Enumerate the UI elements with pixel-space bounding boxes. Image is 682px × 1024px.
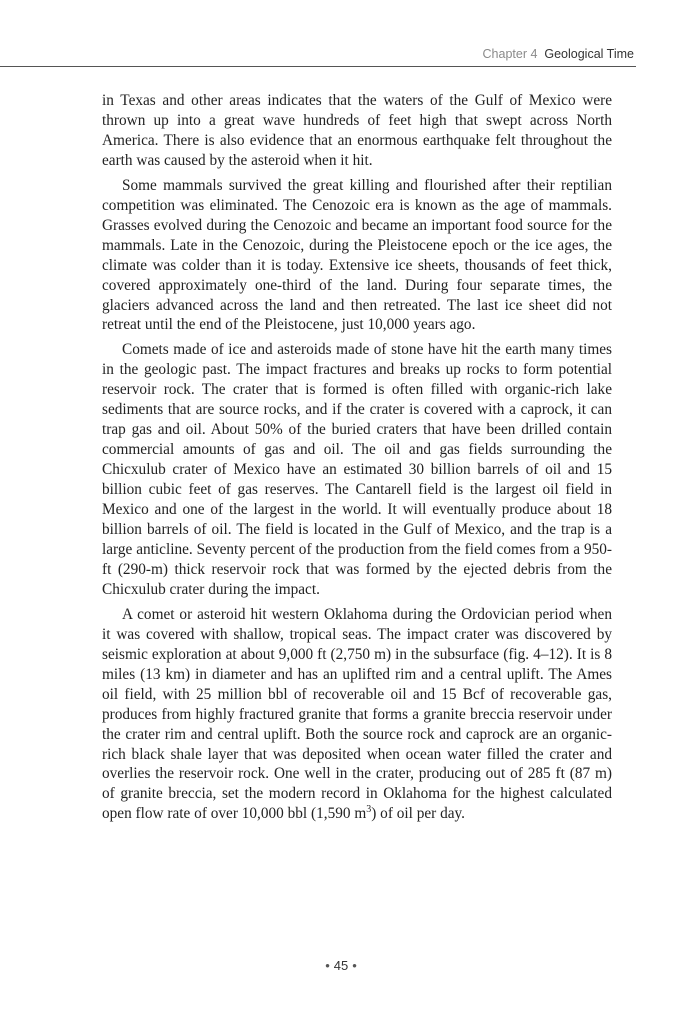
bullet-left: • xyxy=(325,958,330,973)
cubic-superscript: 3 xyxy=(366,804,372,816)
paragraph-3: Comets made of ice and asteroids made of stone have hit the earth many times in the geologic past. The impact fractures and breaks up rocks to form potential reservoir rock. The crater that is formed is often filled with organic-rich lake sediments that are source rocks, and if the crater is covered with a caprock, it can trap gas and oil. About 50% of the buried craters that have been drilled contain commercial amounts of gas and oil. The oil and gas fields surrounding the Chicxulub crater of Mexico have an estimated 30 billion barrels of oil and 15 billion cubic feet of gas reserves. The Cantarell field is the largest oil field in Mexico and one of the largest in the world. It will eventually produce about 18 billion barrels of oil. The field is located in the Gulf of Mexico, and the trap is a large anticline. Seventy percent of the production from the field comes from a 950-ft (290-m) thick reservoir rock that was formed by the ejected debris from the Chicxulub crater during the impact. xyxy=(102,341,612,598)
paragraph-4-main: A comet or asteroid hit western Oklahoma during the Ordovician period when it was covered with shallow, tropical seas. The impact crater was discovered by seismic exploration at about 9,000 ft (2,750 m) in the subsurface (fig. 4–12). It is 8 miles (13 km) in diameter and has an uplifted rim and a central uplift. The Ames oil field, with 25 million bbl of recoverable oil and 15 Bcf of recoverable gas, produces from highly fractured granite that forms a granite breccia reservoir under the crater rim and central uplift. Both the source rock and caprock are an organic-rich black shale layer that was deposited when ocean water filled the crater and overlies the reservoir rock. One well in the crater, producing out of 285 ft (87 m) of granite breccia, set the modern record in Oklahoma for the highest calculated open flow rate of over 10,000 bbl (1,590 m xyxy=(102,605,612,823)
paragraph-2: Some mammals survived the great killing and flourished after their reptilian competition was eliminated. The Cenozoic era is known as the age of mammals. Grasses evolved during the Cenozoic and became an important food source for the mammals. Late in the Cenozoic, during the Pleistocene epoch or the ice ages, the climate was colder than it is today. Extensive ice sheets, thousands of feet thick, covered approximately one-third of the land. During four separate times, the glaciers advanced across the land and then retreated. The last ice sheet did not retreat until the end of the Pleistocene, just 10,000 years ago. xyxy=(102,176,612,334)
chapter-label: Chapter 4 xyxy=(482,47,538,61)
header-rule xyxy=(0,66,636,67)
paragraph-1: in Texas and other areas indicates that the waters of the Gulf of Mexico were thrown up into a great wave hundreds of feet high that swept across North America. There is also evidence that an enormous earthquake felt throughout the earth was caused by the asteroid when it hit. xyxy=(102,92,612,169)
bullet-right: • xyxy=(352,958,357,973)
chapter-title: Geological Time xyxy=(544,47,634,61)
paragraph-4 xyxy=(102,605,612,824)
page-number: 45 xyxy=(333,958,349,973)
paragraph-4-end: ) of oil per day. xyxy=(371,805,465,823)
page-footer xyxy=(0,958,682,973)
running-header xyxy=(483,47,634,61)
body-text xyxy=(102,91,612,829)
